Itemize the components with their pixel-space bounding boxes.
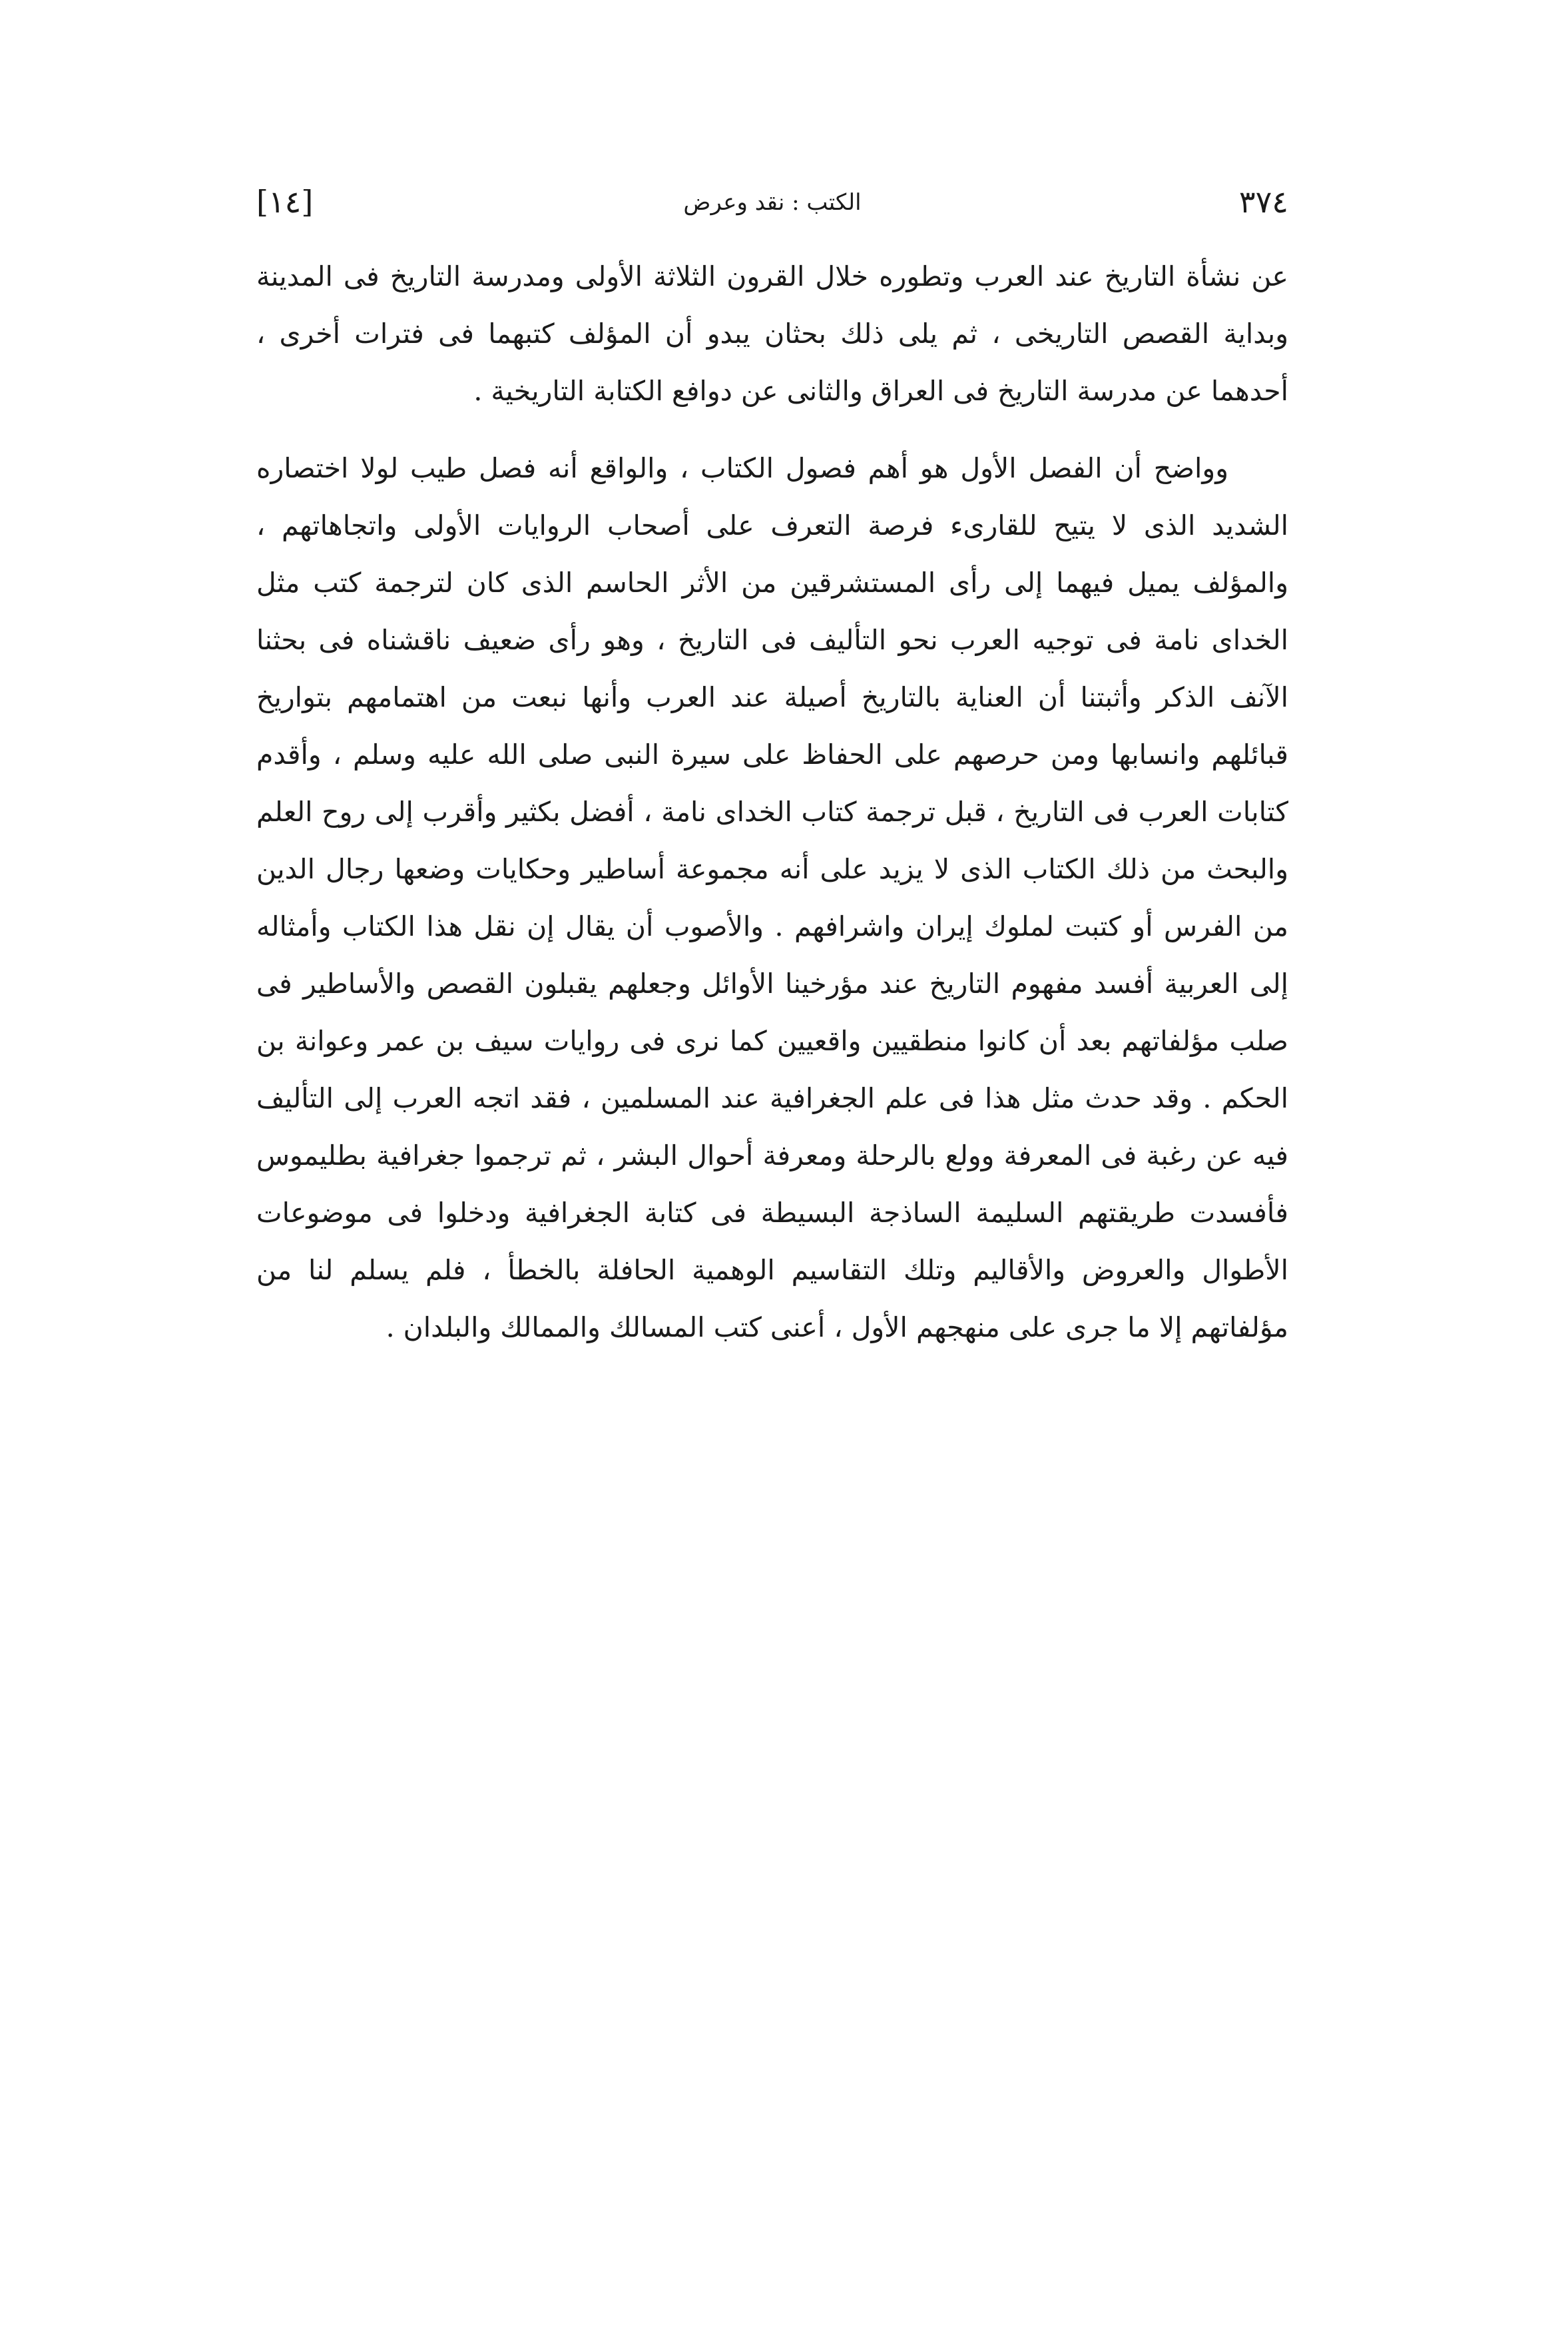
- page-number: ٣٧٤: [1238, 184, 1288, 220]
- body-text: [256, 248, 1288, 1356]
- bracket-number: [١٤]: [256, 184, 314, 220]
- paragraph-1: عن نشأة التاريخ عند العرب وتطوره خلال القرون الثلاثة الأولى ومدرسة التاريخ فى المدينة وبداية القصص التاريخى ، ثم يلى ذلك بحثان يبدو أن المؤلف كتبهما فى فترات أخرى ، أحدهما عن مدرسة التاريخ فى العراق والثانى عن دوافع الكتابة التاريخية .: [256, 260, 1288, 407]
- paragraph-2: وواضح أن الفصل الأول هو أهم فصول الكتاب ، والواقع أنه فصل طيب لولا اختصاره الشديد الذى لا يتيح للقارىء فرصة التعرف على أصحاب الروايات الأولى واتجاهاتهم ، والمؤلف يميل فيهما إلى رأى المستشرقين من الأثر الحاسم الذى كان لترجمة كتب مثل الخداى نامة فى توجيه العرب نحو التأليف فى التاريخ ، وهو رأى ضعيف ناقشناه فى بحثنا الآنف الذكر وأثبتنا أن العناية بالتاريخ أصيلة عند العرب وأنها نبعت من اهتمامهم بتواريخ قبائلهم وانسابها ومن حرصهم على الحفاظ على سيرة النبى صلى الله عليه وسلم ، وأقدم كتابات العرب فى التاريخ ، قبل ترجمة كتاب الخداى نامة ، أفضل بكثير وأقرب إلى روح العلم والبحث من ذلك الكتاب الذى لا يزيد على أنه مجموعة أساطير وحكايات وضعها رجال الدين من الفرس أو كتبت لملوك إيران واشرافهم . والأصوب أن يقال إن نقل هذا الكتاب وأمثاله إلى العربية أفسد مفهوم التاريخ عند مؤرخينا الأوائل وجعلهم يقبلون القصص والأساطير فى صلب مؤلفاتهم بعد أن كانوا منطقيين واقعيين كما نرى فى روايات سيف بن عمر وعوانة بن الحكم . وقد حدث مثل هذا فى علم الجغرافية عند المسلمين ، فقد اتجه العرب إلى التأليف فيه عن رغبة فى المعرفة وولع بالرحلة ومعرفة أحوال البشر ، ثم ترجموا جغرافية بطليموس فأفسدت طريقتهم السليمة الساذجة البسيطة فى كتابة الجغرافية ودخلوا فى موضوعات الأطوال والعروض والأقاليم وتلك التقاسيم الوهمية الحافلة بالخطأ ، فلم يسلم لنا من مؤلفاتهم إلا ما جرى على منهجهم الأول ، أعنى كتب المسالك والممالك والبلدان .: [256, 452, 1288, 1343]
- running-title: الكتب : نقد وعرض: [683, 189, 862, 216]
- running-header: [256, 178, 1288, 225]
